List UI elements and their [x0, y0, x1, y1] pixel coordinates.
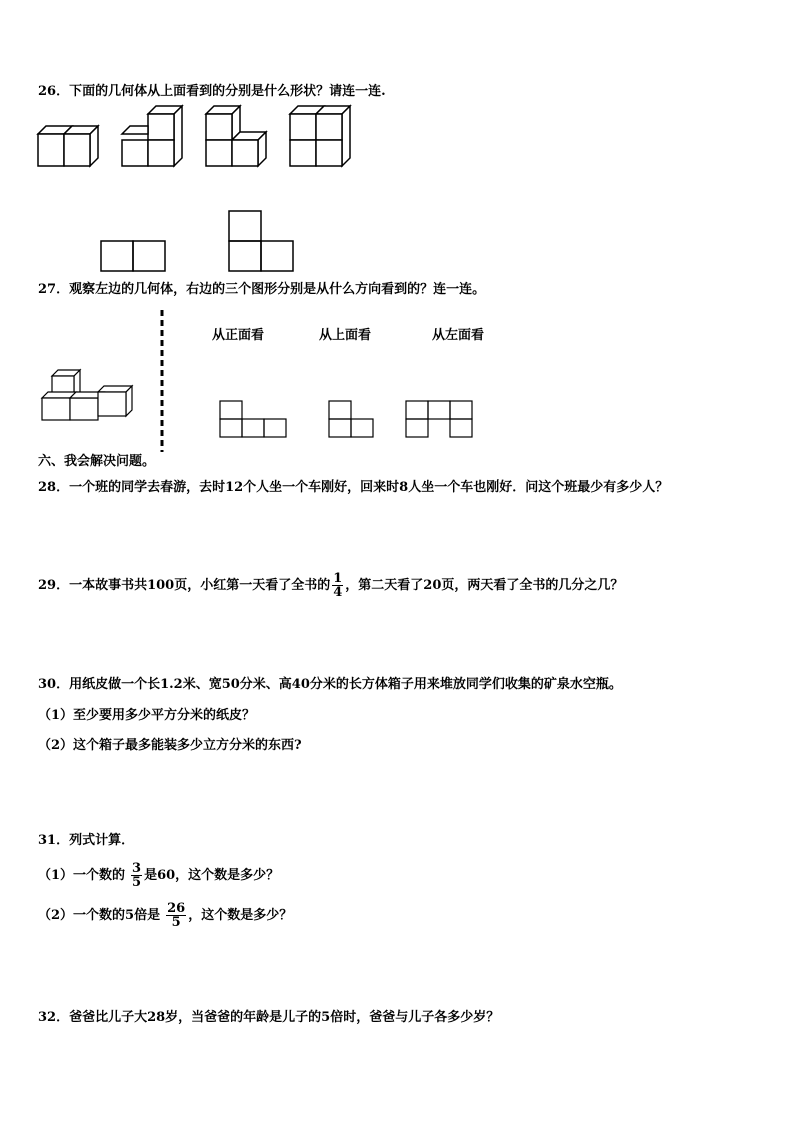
view-label-front: 从正面看 [212, 328, 265, 343]
q31-sub1-denominator: 5 [132, 875, 142, 890]
question-31-sub1 [38, 861, 279, 891]
q31-sub1-after: 是60，这个数是多少？ [144, 868, 280, 883]
question-31-text: 31．列式计算． [38, 833, 135, 848]
q31-sub2-denominator: 5 [171, 915, 181, 930]
section-6-heading: 六、我会解决问题。 [38, 454, 156, 469]
q27-solid-figure [42, 368, 140, 428]
view-label-top: 从上面看 [319, 328, 372, 343]
q29-fraction [332, 572, 343, 599]
view-label-left: 从左面看 [432, 328, 485, 343]
question-32-text: 32．爸爸比儿子大28岁，当爸爸的年龄是儿子的5倍时，爸爸与儿子各多少岁？ [38, 1010, 500, 1025]
dashed-divider [159, 310, 165, 452]
q31-sub2-before: （2）一个数的5倍是 [38, 908, 161, 923]
top-view-shape-1 [101, 241, 165, 273]
q29-text-after: ，第二天看了20页，两天看了全书的几分之几？ [345, 578, 624, 593]
question-30-sub1: （1）至少要用多少平方分米的纸皮？ [38, 708, 256, 723]
q29-fraction-numerator: 1 [333, 571, 343, 586]
q31-sub2-numerator: 26 [167, 901, 186, 916]
question-29-text [38, 571, 623, 601]
question-30-text: 30．用纸皮做一个长1.2米、宽50分米、高40分米的长方体箱子用来堆放同学们收集的矿泉水空瓶。 [38, 677, 622, 692]
view-shape-b [329, 401, 375, 439]
solid-figure-3 [206, 104, 268, 168]
q29-text-before: 29．一本故事书共100页，小红第一天看了全书的 [38, 578, 331, 593]
view-shape-a [220, 401, 288, 439]
q31-sub2-fraction [166, 902, 186, 929]
q31-sub2-after: ，这个数是多少？ [188, 908, 293, 923]
question-31-sub2 [38, 901, 292, 931]
q31-sub1-before: （1）一个数的 [38, 868, 126, 883]
q29-fraction-denominator: 4 [333, 585, 343, 600]
question-30-sub2: （2）这个箱子最多能装多少立方分米的东西? [38, 738, 302, 753]
question-26-text: 26．下面的几何体从上面看到的分别是什么形状？请连一连. [38, 84, 386, 99]
question-28-text: 28．一个班的同学去春游，去时12个人坐一个车刚好，回来时8人坐一个车也刚好．问这个班最少有多少人？ [38, 480, 669, 495]
solid-figure-2 [122, 104, 184, 168]
solid-figure-4 [290, 104, 352, 168]
top-view-shape-2 [229, 211, 293, 273]
q31-sub1-fraction [131, 862, 142, 889]
solid-figure-1 [38, 122, 100, 168]
view-shape-c [406, 401, 474, 439]
question-27-text: 27．观察左边的几何体，右边的三个图形分别是从什么方向看到的？连一连。 [38, 282, 486, 297]
q31-sub1-numerator: 3 [132, 861, 142, 876]
